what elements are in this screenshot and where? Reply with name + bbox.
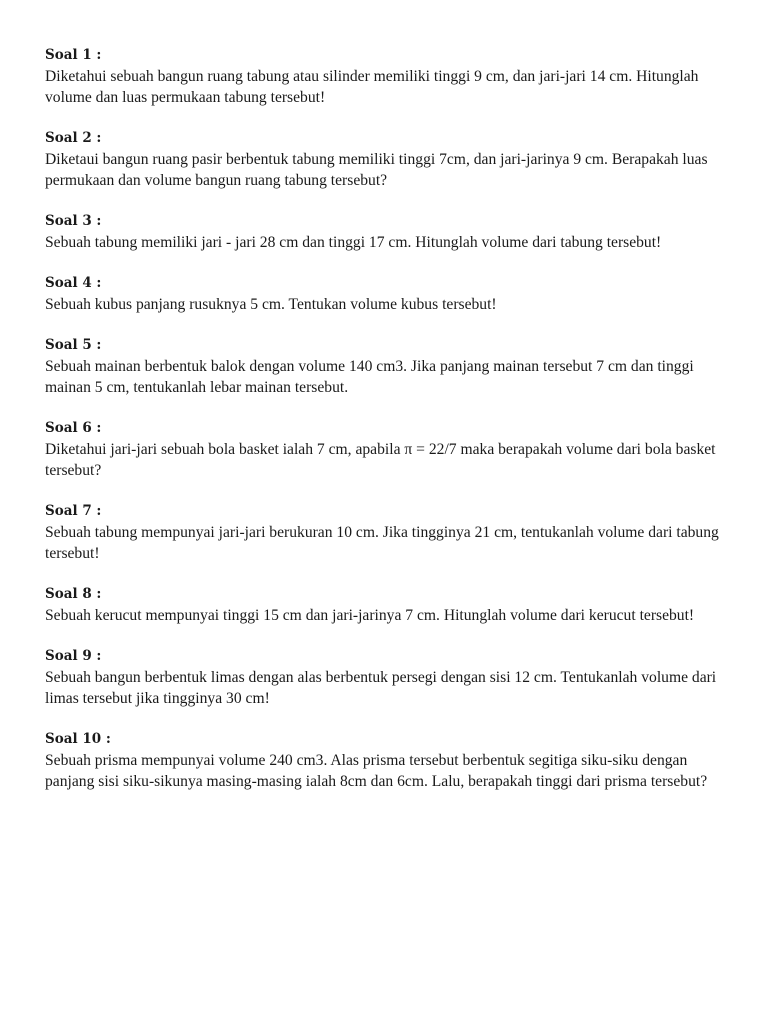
question-text: Sebuah bangun berbentuk limas dengan alas berbentuk persegi dengan sisi 12 cm. Tentukanlah volume dari limas tersebut jika tingginya 30 cm! [45, 669, 717, 707]
question-7 [45, 501, 735, 564]
question-text: Sebuah tabung mempunyai jari-jari berukuran 10 cm. Jika tingginya 21 cm, tentukanlah volume dari tabung tersebut! [45, 524, 719, 562]
question-text: Diketaui bangun ruang pasir berbentuk tabung memiliki tinggi 7cm, dan jari-jarinya 9 cm. Berapakah luas permukaan dan volume bangun ruang tabung tersebut? [45, 151, 708, 189]
question-text: Sebuah prisma mempunyai volume 240 cm3. Alas prisma tersebut berbentuk segitiga siku-siku dengan panjang sisi siku-sikunya masing-masing ialah 8cm dan 6cm. Lalu, berapakah tinggi dari prisma tersebut? [45, 752, 708, 790]
question-5 [45, 335, 735, 398]
question-text: Sebuah mainan berbentuk balok dengan volume 140 cm3. Jika panjang mainan tersebut 7 cm dan tinggi mainan 5 cm, tentukanlah lebar mainan tersebut. [45, 358, 694, 396]
document-page [45, 45, 735, 812]
question-title: Soal 3 : [45, 213, 102, 229]
question-text: Sebuah kerucut mempunyai tinggi 15 cm dan jari-jarinya 7 cm. Hitunglah volume dari kerucut tersebut! [45, 607, 695, 624]
question-1 [45, 45, 735, 108]
question-title: Soal 5 : [45, 337, 102, 353]
question-text: Sebuah tabung memiliki jari - jari 28 cm dan tinggi 17 cm. Hitunglah volume dari tabung tersebut! [45, 234, 662, 251]
question-3 [45, 211, 735, 253]
question-9 [45, 646, 735, 709]
question-title: Soal 10 : [45, 731, 111, 747]
question-title: Soal 9 : [45, 648, 102, 664]
question-title: Soal 7 : [45, 503, 102, 519]
question-title: Soal 8 : [45, 586, 102, 602]
question-title: Soal 4 : [45, 275, 102, 291]
question-title: Soal 1 : [45, 47, 102, 63]
question-title: Soal 2 : [45, 130, 102, 146]
question-6 [45, 418, 735, 481]
question-text: Sebuah kubus panjang rusuknya 5 cm. Tentukan volume kubus tersebut! [45, 296, 497, 313]
question-8 [45, 584, 735, 626]
question-text: Diketahui sebuah bangun ruang tabung atau silinder memiliki tinggi 9 cm, dan jari-jari 14 cm. Hitunglah volume dan luas permukaan tabung tersebut! [45, 68, 699, 106]
question-4 [45, 273, 735, 315]
question-title: Soal 6 : [45, 420, 102, 436]
question-text: Diketahui jari-jari sebuah bola basket ialah 7 cm, apabila π = 22/7 maka berapakah volume dari bola basket tersebut? [45, 441, 716, 479]
question-10 [45, 729, 735, 792]
question-2 [45, 128, 735, 191]
